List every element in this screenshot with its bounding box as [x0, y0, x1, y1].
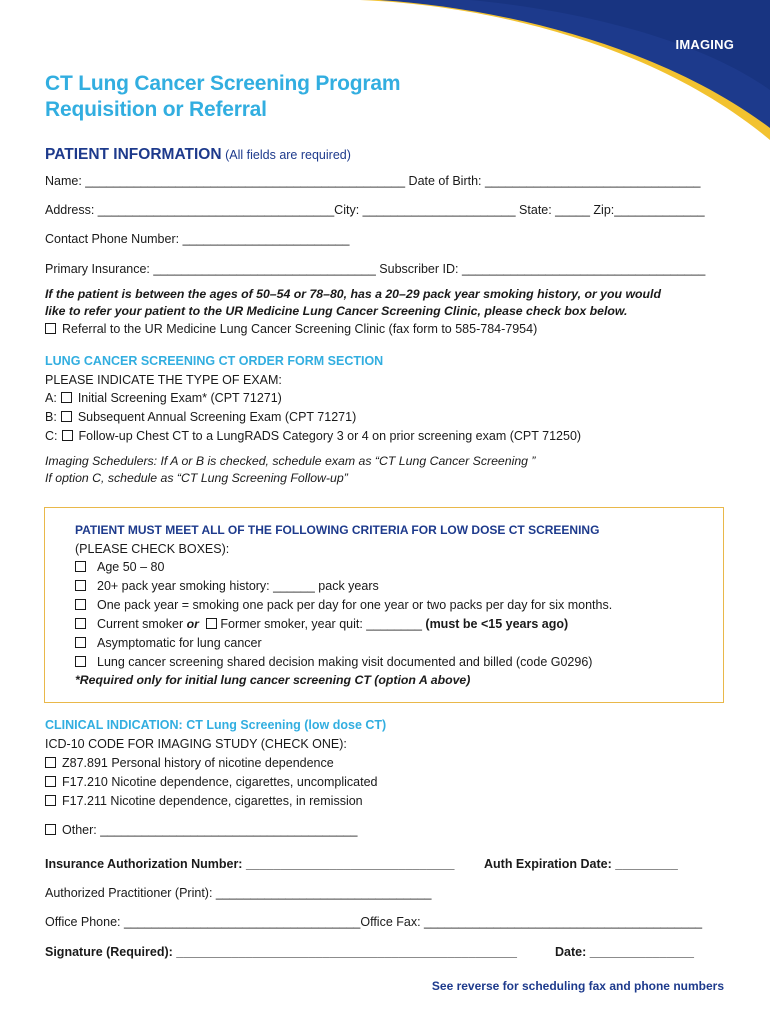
criteria-item-label: One pack year = smoking one pack per day for one year or two packs per day for six months.	[97, 598, 613, 612]
criteria-subheading: (PLEASE CHECK BOXES):	[75, 542, 230, 556]
patient-info-note: (All fields are required)	[225, 148, 351, 162]
criteria-pack-years-checkbox[interactable]	[75, 580, 86, 591]
clinical-indication-heading: CLINICAL INDICATION: CT Lung Screening (low dose CT)	[45, 718, 387, 732]
criteria-item-label: 20+ pack year smoking history: ______ pack years	[97, 579, 379, 593]
criteria-item-asymptomatic	[75, 636, 262, 650]
exam-option-a	[45, 391, 282, 405]
criteria-age-checkbox[interactable]	[75, 561, 86, 572]
current-smoker-label: Current smoker	[97, 617, 184, 631]
scheduler-note-line1: Imaging Schedulers: If A or B is checked, schedule exam as “CT Lung Cancer Screening ”	[45, 454, 536, 468]
referral-option-label: Referral to the UR Medicine Lung Cancer Screening Clinic (fax form to 585-784-7954)	[62, 322, 538, 336]
icd10-option-label: F17.210 Nicotine dependence, cigarettes, uncomplicated	[62, 775, 378, 789]
criteria-shared-decision-checkbox[interactable]	[75, 656, 86, 667]
criteria-pack-definition-checkbox[interactable]	[75, 599, 86, 610]
patient-info-heading-row	[45, 146, 351, 164]
scheduler-note-line2: If option C, schedule as “CT Lung Screening Follow-up”	[45, 471, 348, 485]
contact-phone-field[interactable]: Contact Phone Number: ________________________	[45, 232, 350, 246]
auth-number-field[interactable]: Insurance Authorization Number: ______________________________	[45, 857, 455, 871]
icd10-other-field[interactable]: Other: _____________________________________	[62, 823, 358, 837]
quit-requirement: (must be <15 years ago)	[425, 617, 569, 631]
exam-option-label: Subsequent Annual Screening Exam (CPT 71271)	[77, 410, 357, 424]
criteria-item-label: Asymptomatic for lung cancer	[97, 636, 262, 650]
form-title-line2: Requisition or Referral	[45, 98, 267, 121]
criteria-item-shared-decision	[75, 655, 592, 669]
icd10-option-other	[45, 823, 357, 837]
insurance-subscriber-field[interactable]: Primary Insurance: ________________________________ Subscriber ID: ___________________________________	[45, 262, 706, 276]
criteria-item-label: Age 50 – 80	[97, 560, 165, 574]
former-smoker-label: Former smoker, year quit: ________	[220, 617, 422, 631]
imaging-tag: IMAGING	[675, 37, 734, 52]
exam-option-letter: A:	[45, 391, 57, 405]
icd10-z87-checkbox[interactable]	[45, 757, 56, 768]
authorized-practitioner-field[interactable]: Authorized Practitioner (Print): _______________________________	[45, 886, 432, 900]
referral-option	[45, 322, 537, 336]
smoker-or-text: or	[186, 617, 199, 631]
icd10-option-label: Z87.891 Personal history of nicotine dependence	[62, 756, 334, 770]
criteria-item-age	[75, 560, 164, 574]
icd10-option-label: F17.211 Nicotine dependence, cigarettes, in remission	[62, 794, 363, 808]
exam-option-letter: B:	[45, 410, 57, 424]
criteria-heading: PATIENT MUST MEET ALL OF THE FOLLOWING CRITERIA FOR LOW DOSE CT SCREENING	[75, 523, 600, 537]
form-title-line1: CT Lung Cancer Screening Program	[45, 72, 401, 95]
icd10-f17210-checkbox[interactable]	[45, 776, 56, 787]
patient-info-heading: PATIENT INFORMATION	[45, 146, 222, 163]
auth-expiration-field[interactable]: Auth Expiration Date: _________	[484, 857, 678, 871]
referral-checkbox[interactable]	[45, 323, 56, 334]
current-smoker-checkbox[interactable]	[75, 618, 86, 629]
icd10-other-checkbox[interactable]	[45, 824, 56, 835]
criteria-footnote: *Required only for initial lung cancer screening CT (option A above)	[75, 673, 471, 687]
exam-option-a-checkbox[interactable]	[61, 392, 72, 403]
criteria-asymptomatic-checkbox[interactable]	[75, 637, 86, 648]
criteria-item-label: Lung cancer screening shared decision making visit documented and billed (code G0296)	[97, 655, 593, 669]
office-phone-fax-field[interactable]: Office Phone: __________________________________Office Fax: ________________________________________	[45, 915, 703, 929]
criteria-item-pack-years	[75, 579, 379, 593]
exam-option-b-checkbox[interactable]	[61, 411, 72, 422]
icd10-instruction: ICD-10 CODE FOR IMAGING STUDY (CHECK ONE):	[45, 737, 347, 751]
exam-type-instruction: PLEASE INDICATE THE TYPE OF EXAM:	[45, 373, 282, 387]
exam-option-letter: C:	[45, 429, 58, 443]
order-section-heading: LUNG CANCER SCREENING CT ORDER FORM SECTION	[45, 354, 384, 368]
icd10-option-z87	[45, 756, 334, 770]
referral-criteria-line2: like to refer your patient to the UR Medicine Lung Cancer Screening Clinic, please check box below.	[45, 304, 628, 318]
name-dob-field[interactable]: Name: ______________________________________________ Date of Birth: _______________________________	[45, 174, 701, 188]
exam-option-label: Initial Screening Exam* (CPT 71271)	[77, 391, 282, 405]
former-smoker-checkbox[interactable]	[206, 618, 217, 629]
exam-option-c	[45, 429, 581, 443]
exam-option-c-checkbox[interactable]	[62, 430, 73, 441]
reverse-side-note: See reverse for scheduling fax and phone numbers	[431, 979, 724, 993]
icd10-option-f17210	[45, 775, 377, 789]
criteria-item-smoker-status	[75, 617, 568, 631]
exam-option-b	[45, 410, 356, 424]
icd10-f17211-checkbox[interactable]	[45, 795, 56, 806]
signature-field[interactable]: Signature (Required): _________________________________________________	[45, 945, 517, 959]
exam-option-label: Follow-up Chest CT to a LungRADS Category 3 or 4 on prior screening exam (CPT 71250)	[78, 429, 582, 443]
icd10-option-f17211	[45, 794, 363, 808]
criteria-item-pack-definition	[75, 598, 612, 612]
signature-date-field[interactable]: Date: _______________	[555, 945, 695, 959]
referral-criteria-line1: If the patient is between the ages of 50–54 or 78–80, has a 20–29 pack year smoking history, or you would	[45, 287, 661, 301]
address-field[interactable]: Address: __________________________________City: ______________________ State: _____ Zip:_____________	[45, 203, 705, 217]
